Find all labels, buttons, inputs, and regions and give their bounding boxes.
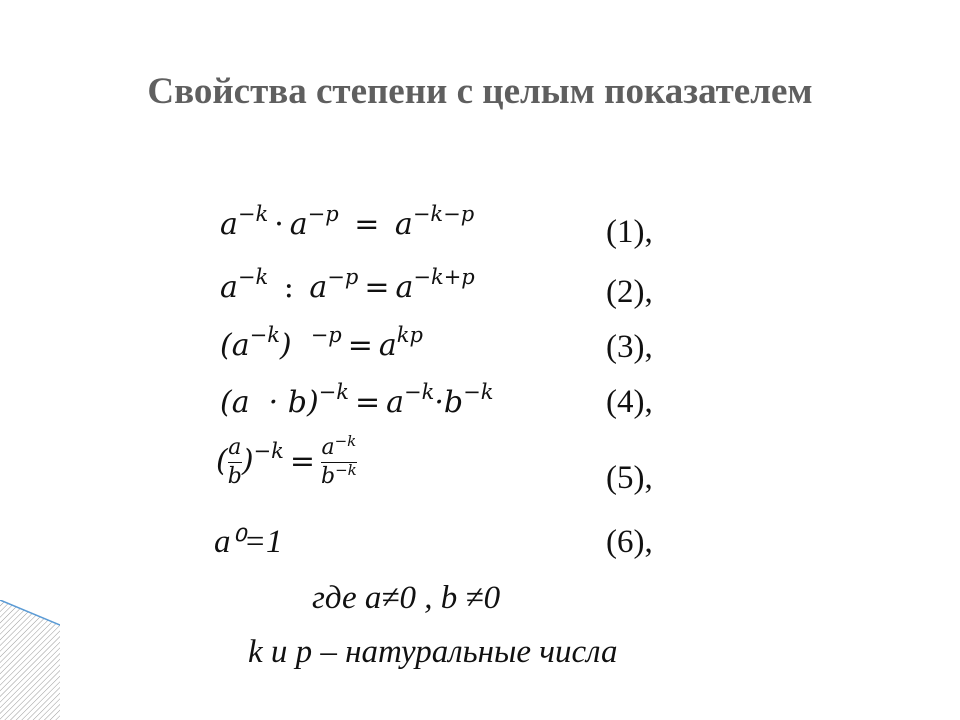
formula-5-number: (5), [606,460,653,496]
fraction-a-over-b: $\frac{a}{b}$ [227,435,242,490]
formula-6: a⁰=1 [214,524,283,560]
condition-naturals: k и p – натуральные числа [248,634,618,670]
formula-2-number: (2), [606,274,653,310]
corner-decoration [0,600,60,720]
formula-4-number: (4), [606,384,653,420]
formula-4: $(a \cdot b)^{-k} = a^{-k}\cdot b^{-k}$ [220,380,494,420]
formula-1: $a^{-k} \cdot a^{-p} = a^{-k-p}$ [220,202,475,242]
condition-nonzero: где a≠0 , b ≠0 [312,580,501,616]
fraction-power-quotient: $\frac{a^{-k}}{b^{-k}}$ [321,432,357,490]
formula-3: $(a^{-k}) ^{-p} = a^{kp}$ [220,323,423,363]
formula-5: ( $\frac{a}{b}$ )$^{-k}$ = $\frac{a^{-k}}{b^{-k}}$ [216,432,357,490]
formula-3-number: (3), [606,329,653,365]
formula-1-number: (1), [606,214,653,250]
slide-title: Свойства степени с целым показателем [147,71,813,112]
formula-6-number: (6), [606,524,653,560]
formula-2: $a^{-k}$ : $a^{-p} = a^{-k+p}$ [220,265,475,305]
